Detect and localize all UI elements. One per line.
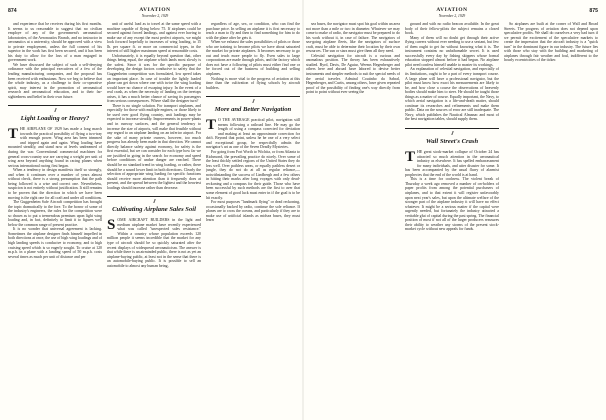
body-paragraph: It is no wonder that universal agreement is lacking. Sometimes the airplane designer finds himself impelled in both directions at once, the use of high wing loadings and of high landing speeds is conducive to economy, and to high cruising speed which is so eagerly sought. To cruise at 120 m.p.h. in a plane with a landing speed of 50 m.p.h. costs several times as much per unit of distance and per [8, 227, 102, 259]
body-paragraph: When we exhaust the sales possibilities of pilots or those who are training to become pilots we have about saturated the market for private airplanes. It becomes necessary to go out and teach more people to fly. Even sales to large corporations are made through pilots, and the factory which does not have a following of pilots must either find one or be forced out of the business of building and selling airplanes. [206, 40, 300, 77]
body-paragraph: An explanation of celestial navigation, and especially of its limitations, ought to be a part of every transport course. A large plane will have a professional navigator, but the pilot must know how exact his measurements are likely to be, and how close a course the observations of heavenly bodies should make him to steer. He should be taught those things as a matter of course. Equally important, the Navy, to which aerial navigation is a life-and-death matter, should continue its researches and refinements and make them public. Data on the sources of error are still inadequate. The Navy, which publishes the Nautical Almanac and most of the best navigation tables, should supply them. [405, 67, 499, 122]
body-paragraph: For going from Fort Worth to Wichita, or from Atlanta to Richmond, the prevailing practice do nicely. Over some of the least thickly settled regions of the United States they do less well. Over pathless areas, or equally pathless desert or jungle, they do not do at all as regular reliance,—notwithstanding the success of Lindbergh and a few others in hitting their marks after long voyages with only dead-reckoning and a compass for their guide. Those who have been successful by such methods are the first to aver that some element of good luck must enter in if the goal is to be hit exactly. [206, 150, 300, 200]
section-rule [206, 96, 300, 97]
section-heading [405, 128, 499, 146]
editorial-lead-paragraph [405, 150, 499, 177]
body-paragraph: and experience that he receives during his first months. It seems to us reasonable to suggest that no civilian employe of any of the government's aeronautical laboratories, of the Aeronautics Branch, and no instructor in aeronautics at a university, should be approved with a view to private employment, unless the full consent of his superior in the work has first been secured, and it has been his duty to allow for the loss of a man engaged in government work. [8, 22, 102, 63]
right-column-3 [504, 22, 598, 414]
drop-cap: S [107, 217, 116, 234]
paragraph-text: OME AIRCRAFT BUILDERS in the light and medium airplane market have recently experienced what was called "unexpected sales resistance." Within a country whose population exceeds 120 million people it seems incredible that the market for any type of aircraft should be so quickly saturated after the recent displays of widespread aeronauticism. The answer is that while there is an airminded public, there is not as yet an airplane-buying public, at least not in the sense that there is an automobile-buying public. It is possible to sell an automobile to almost any human being, [107, 218, 201, 268]
right-page-number: 875 [589, 8, 598, 14]
left-column-3 [206, 22, 300, 414]
section-rule [107, 196, 201, 197]
body-paragraph: So airplanes are built at the corner of Wall and Broad Streets. The progress of aviation does not depend upon speculative profits. We shall do ourselves a very bad turn if we permit the excitement of the speculative markets to create the impression that the aircraft industry is a "quick turn" in the dominant figure in our industry. The future lies with those who stay with the building and marketing of airplanes through fair weather and foul, indifferent to the hourly eccentricities of the ticker. [504, 22, 598, 63]
body-paragraph: The Guggenheim Safe Aircraft competition has brought the topic dramatically to the fore. To the horror of some of the industry's engineers, the rules for the competition were so drawn as to put a tremendous premium upon light wing loading and, in fact, definitely to limit it to figures well below the common range of present practice. [8, 200, 102, 227]
editorial-title: More and Better Navigation [214, 106, 292, 114]
body-paragraph: Celestial navigation for aircraft is a curious and anomalous position. The theory has been exhaustively studied. Byrd, Davis, De Aguiar, Weems Hegenberger and others here and abroad have labored to devise better instruments and simpler methods to suit the special needs of the aerial traveler. Admiral Coutinho da Sabral, Hegenberger, and Curtis, among others, have given repeated proof of the possibility of finding one's way directly from point to point without ever seeing the [306, 53, 400, 95]
editorial-lead-paragraph [107, 218, 201, 268]
editorial-lead-paragraph [8, 127, 102, 168]
body-paragraph: There is no single solution. For transport airplanes, and especially for those with multiple engines, or those likely to be used over good flying country, unit loadings may be expected to increase steadily. Improvements in power-plants and in runway surfaces, and the general tendency to increase the size of airports, will make that feasible without any regard to an airplane landing on an inferior airport. For the sake of many private owners, however, too much progress has already been made in that direction. We cannot directly balance safety against economy, for safety is the first essential, but we can consider for each type how far we are justified in going in the search for economy and speed before conditions of undue danger are reached. There should be no standard trend in wing loading, or rather, there should be a sound lower limit in both directions. Clearly the selection of appropriate wing loading for specific functions should receive more attention than it frequently does at present, and the spread between the lightest and the heaviest loadings should increase rather than decrease. [107, 103, 201, 190]
section-ornament-icon: // [252, 99, 254, 106]
left-page-number: 874 [8, 8, 17, 14]
editorial-title: Light Loading or Heavy? [20, 115, 90, 123]
section-ornament-icon: // [451, 131, 453, 138]
body-paragraph: When a tendency in design manifests itself so strongly, and when it continues over a number of years almost without check, there is a strong presumption that the path being followed is a wise and correct one. Nevertheless, suspicion is not entirely without justification. It still remains to be proven that the direction in which we have been moving is the right one for all craft and under all conditions. [8, 168, 102, 200]
section-ornament-icon: // [54, 108, 56, 115]
drop-cap: T [405, 149, 416, 166]
paragraph-text: HE AIRPLANE OF 1929 has made a long march towards the practical possibility of flying a two-tray with enough power. Wing area has been trimmed and tripped again and again. Wing loading have mounted steadily, and stand now at levels undreamed of during the war. Conventional commercial machines for general cross-country use are carrying a weight per unit of wing area beyond anything found in racing planes when serious international racing first began. [8, 127, 102, 168]
section-heading [8, 105, 102, 123]
section-ornament-icon: // [153, 199, 155, 206]
left-issue-date: November 2, 1929 [141, 14, 169, 18]
left-magazine-name: AVIATION [139, 7, 171, 13]
body-paragraph: Many of them will no doubt get through their active flying careers without ever needing to use a sextant, but few of them ought to get far without knowing what it is. The instrument contains no unfathomable secret. It is used successfully every day by fishing skippers whose formal education stopped almost before it had begun. No airplane pilot need confess himself unable to master its workings. [405, 35, 499, 67]
body-paragraph: We have discussed the subject of such a self-denying ordinance with the principal executives of a few of the leading manufacturing companies, and the proposal has been received with enthusiasm. Now we beg to believe that the whole industry, as a challenge to their co-operative spirit, may interest in the promotion of aeronautical research and aeronautical education, and to their far-sightedness and belief in their own future. [8, 62, 102, 99]
left-column-1 [8, 22, 102, 414]
paragraph-text: O THE AVERAGE practical pilot, navigation still means following a railroad line. He may go the length of using a compass corrected for deviation and making at least an approximate correction for drift. Beyond that point, unless he be one of a very select and exceptional group, he respectfully admits the navigator's art as one of the Seven Deadly Mysteries. [206, 118, 300, 150]
section-heading [107, 196, 201, 214]
editorial-title: Wall Street's Crash [425, 138, 479, 146]
editorial-title: Cultivating Airplane Sales Soil [112, 206, 196, 214]
body-paragraph: Unfortunately, it is equally beyond question that, other things being equal, the airplane which lands most slowly is the safest. Since it was for the specific purpose of developing the design factors conducive to safety that the Guggenheim competition was formulated, low speed takes an important place. In case of trouble the lightly loaded plane can get down where one with twice the wing loading would have no chance of escaping injury. In the event of a real crash, as when the necessity of landing on the treetops arises, it has a much better chance of saving its passengers from serious consequences. Where shall the designer turn? [107, 53, 201, 104]
body-paragraph: This is a time for coolness. The violent break of Thursday a week ago removed a number of on-holders of paper profits from among the potential purchasers of airplanes, and to that extent it will register unfavorably upon next year's sales, but upon the ultimate welfare of the stronger part of the airplane industry it will have no effect whatever. It might be a serious matter if the capital were urgently needed, but fortunately the industry attracted a veritable glut of capital during the past spring. The financial position of most if not all of the larger producers reassures their ability to weather any storms of the present stock-market cycle without new appeals for funds. [405, 177, 499, 232]
right-magazine-name: AVIATION [436, 7, 468, 13]
body-paragraph: unit of useful load as to travel at the same speed with a machine capable of flying below 75. If airplanes could be secured against forced landings, and against ever having to make use of any except the most perfect airports, we might look forward hopefully to increases of wing loading, to 15 lb. per square ft. or more on commercial types, in the interest of still higher maximum speed at reasonable costs. [107, 22, 201, 54]
right-column-2 [405, 22, 499, 414]
section-rule [405, 128, 499, 129]
editorial-lead-paragraph [206, 118, 300, 150]
right-column-1 [306, 22, 400, 414]
body-paragraph: For most purposes "landmark flying" or dead reckoning, occasionally backed by radio, continue the sole reliance. If planes are to cross the oceans, and particularly if they are to make use of artificial islands as midsea bases, they must learn [206, 200, 300, 223]
paragraph-text: HE great stock-market collapse of October 24 has attracted so much attention in the aeronautical industry as elsewhere. It has spelled embarrassment for many individuals, and utter disaster for some. It has been accompanied by the usual flurry of alarmist prophecies that the end of the world is at hand. [405, 150, 499, 177]
body-paragraph: ground and with no radio beacon available. In the great body of their fellow-pilots the subject remains a closed book. [405, 22, 499, 36]
section-heading [206, 96, 300, 114]
body-paragraph: sea bases, the navigator must spot his goal within an area not more than a mile or two in diameter. Whatever we may come to make of radio, the navigator must be prepared to do his work without it, in case of failure. The navigators of sea-going airplane fleets, like the navigators of surface craft, must be able to determine their location by their own resources. The sun or stars must give them all they need. [306, 22, 400, 54]
section-rule [8, 105, 102, 106]
body-paragraph: regardless of age, sex, or condition, who can find the purchase price. In selling an airplane it is first necessary to teach a man to fly and then to find something for him to do with the plane after he gets it. [206, 22, 300, 40]
page-spine [302, 0, 304, 420]
body-paragraph: Nothing is more vital to the progress of aviation at this time than the cultivation of flying schools by aircraft builders. [206, 76, 300, 90]
drop-cap: T [8, 126, 19, 143]
drop-cap: T [206, 117, 217, 134]
left-column-2 [107, 22, 201, 414]
right-issue-date: November 2, 1929 [438, 14, 466, 18]
